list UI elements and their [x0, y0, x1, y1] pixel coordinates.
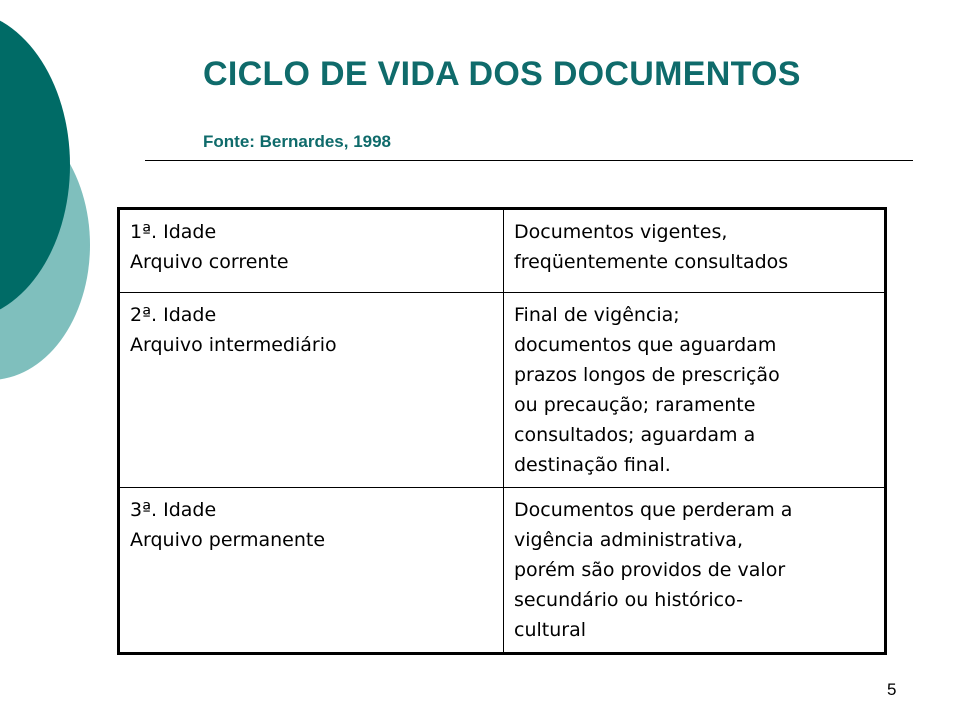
table-row: [119, 209, 886, 293]
title-divider: [145, 160, 913, 161]
archive-label: Arquivo intermediário: [130, 334, 337, 356]
description-line: consultados; aguardam a: [514, 424, 756, 446]
lifecycle-table: [117, 207, 887, 655]
table-row: [119, 488, 886, 654]
description-line: vigência administrativa,: [514, 529, 743, 551]
description-line: Documentos vigentes,: [514, 221, 728, 243]
description-cell: [504, 209, 886, 293]
description-line: porém são providos de valor: [514, 559, 786, 581]
description-line: documentos que aguardam: [514, 334, 777, 356]
archive-label: Arquivo permanente: [130, 529, 326, 551]
description-line: cultural: [514, 619, 586, 641]
archive-label: Arquivo corrente: [130, 251, 289, 273]
slide-title: CICLO DE VIDA DOS DOCUMENTOS: [203, 55, 801, 93]
description-line: Documentos que perderam a: [514, 499, 793, 521]
page-number: 5: [887, 680, 897, 699]
description-line: freqüentemente consultados: [514, 251, 789, 273]
age-cell: [119, 209, 504, 293]
description-line: destinação final.: [514, 454, 671, 476]
age-label: 1ª. Idade: [130, 221, 217, 243]
age-label: 2ª. Idade: [130, 304, 217, 326]
age-cell: [119, 293, 504, 488]
description-line: secundário ou histórico-: [514, 589, 743, 611]
description-line: ou precaução; raramente: [514, 394, 756, 416]
age-label: 3ª. Idade: [130, 499, 217, 521]
table-row: [119, 293, 886, 488]
age-cell: [119, 488, 504, 654]
description-cell: [504, 293, 886, 488]
slide-source: Fonte: Bernardes, 1998: [203, 132, 392, 151]
description-line: prazos longos de prescrição: [514, 364, 780, 386]
description-line: Final de vigência;: [514, 304, 680, 326]
description-cell: [504, 488, 886, 654]
